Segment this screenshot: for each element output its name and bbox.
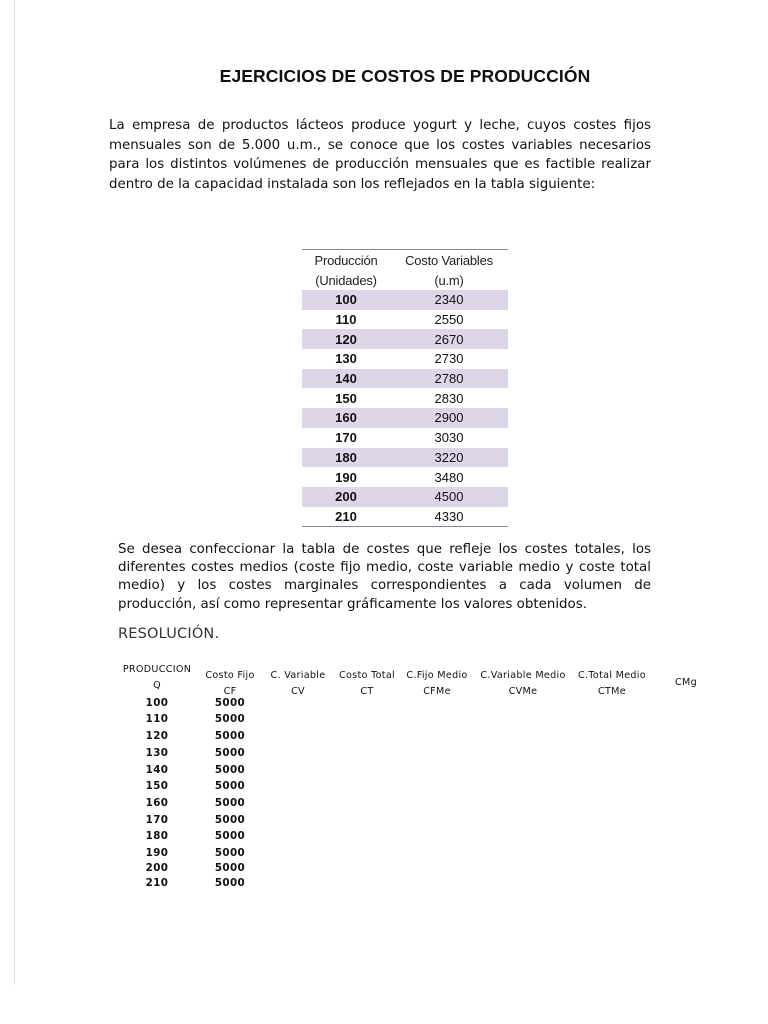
production-cell: 130 (335, 351, 357, 367)
production-cell: 150 (335, 390, 357, 406)
col-header-symbol: CTMe (598, 686, 626, 697)
table-header-row (302, 270, 508, 290)
variable-cost-cell: 2550 (434, 312, 464, 328)
fixed-cost-cell: 5000 (214, 764, 246, 776)
production-q-cell: 150 (145, 780, 169, 792)
fixed-cost-cell: 5000 (214, 847, 246, 859)
production-cell: 110 (335, 312, 357, 328)
col-header-cf (195, 668, 265, 700)
col-header-title: C. Variable (270, 670, 326, 681)
variable-cost-cell: 3480 (434, 469, 464, 485)
col-header-symbol: CV (291, 686, 305, 697)
production-cell: 100 (302, 290, 390, 310)
production-q-cell: 170 (145, 814, 169, 826)
fixed-cost-cell: 5000 (214, 877, 246, 889)
production-q-cell: 110 (145, 713, 169, 725)
variable-cost-cell: 2340 (390, 290, 508, 310)
resolution-heading: RESOLUCIÓN. (118, 626, 220, 642)
production-cell: 140 (302, 369, 390, 389)
table-row (302, 329, 508, 349)
col-header-q (117, 662, 197, 694)
table-row (302, 310, 508, 330)
col-header-title: C.Variable Medio (480, 670, 566, 681)
col-header-title: Costo Total (339, 670, 395, 681)
table-header-row (302, 250, 508, 271)
page-edge-line (14, 0, 15, 985)
variable-cost-cell: 4500 (390, 487, 508, 507)
production-cell: 200 (302, 487, 390, 507)
variable-cost-cell: 2900 (390, 408, 508, 428)
fixed-cost-cell: 5000 (214, 780, 246, 792)
production-cell: 210 (302, 507, 390, 527)
col-header-symbol: CF (223, 686, 237, 697)
variable-cost-cell: 3030 (434, 430, 464, 446)
fixed-cost-cell: 5000 (214, 713, 246, 725)
document-title: EJERCICIOS DE COSTOS DE PRODUCCIÓN (219, 66, 591, 86)
production-q-cell: 120 (145, 730, 169, 742)
production-q-cell: 200 (145, 862, 169, 874)
fixed-cost-cell: 5000 (214, 797, 246, 809)
table-row (302, 448, 508, 468)
fixed-cost-cell: 5000 (214, 814, 246, 826)
variable-cost-cell: 2780 (390, 369, 508, 389)
intro-paragraph: La empresa de productos lácteos produce yogurt y leche, cuyos costes fijos mensuales son de 5.000 u.m., se conoce que los costes variables necesarios para los distintos volúmenes de producción mensuales que es factible realizar dentro de la capacidad instalada son los reflejados en la tabla siguiente: (109, 118, 651, 192)
variable-cost-table (302, 249, 508, 527)
fixed-cost-cell: 5000 (214, 730, 246, 742)
col-header-cv (263, 668, 333, 700)
col-header-symbol: CVMe (508, 686, 538, 697)
col-header-cmg (666, 675, 706, 691)
col-header-ct (332, 668, 402, 700)
table-row (302, 467, 508, 487)
col-header-production-unit: (Unidades) (315, 272, 377, 288)
fixed-cost-cell: 5000 (214, 697, 246, 709)
fixed-cost-cell: 5000 (214, 747, 246, 759)
production-cell: 190 (335, 469, 357, 485)
production-cell: 170 (335, 430, 357, 446)
production-cell: 180 (302, 448, 390, 468)
col-header-variable-cost: Costo Variables (390, 250, 508, 271)
production-q-cell: 130 (145, 747, 169, 759)
table-row (302, 507, 508, 527)
variable-cost-cell: 2670 (390, 329, 508, 349)
col-header-title: C.Fijo Medio (406, 670, 468, 681)
production-cell: 160 (302, 408, 390, 428)
production-q-cell: 160 (145, 797, 169, 809)
table-row (302, 369, 508, 389)
variable-cost-cell: 2730 (434, 351, 464, 367)
col-header-title: CMg (675, 677, 697, 688)
request-paragraph: Se desea confeccionar la tabla de costes que refleje los costes totales, los diferentes costes medios (coste fijo medio, coste variable medio y coste total medio) y los costes marginales correspondientes a cada volumen de producción, así como representar gráficamente los valores obtenidos. (118, 542, 651, 612)
col-header-production: Producción (302, 250, 390, 271)
variable-cost-cell: 3220 (390, 448, 508, 468)
col-header-title: Costo Fijo (205, 670, 255, 681)
production-q-cell: 140 (145, 764, 169, 776)
fixed-cost-cell: 5000 (214, 830, 246, 842)
production-q-cell: 210 (145, 877, 169, 889)
production-cell: 120 (302, 329, 390, 349)
production-q-cell: 100 (145, 697, 169, 709)
col-header-title: C.Total Medio (578, 670, 646, 681)
col-header-cfme (399, 668, 475, 700)
variable-cost-cell: 4330 (390, 507, 508, 527)
col-header-title: PRODUCCION (122, 664, 192, 675)
fixed-cost-cell: 5000 (214, 862, 246, 874)
production-q-cell: 190 (145, 847, 169, 859)
table-row (302, 428, 508, 448)
col-header-symbol: CT (360, 686, 374, 697)
table-row (302, 487, 508, 507)
variable-cost-cell: 2830 (434, 390, 464, 406)
col-header-variable-cost-unit: (u.m) (434, 272, 464, 288)
table-row (302, 408, 508, 428)
col-header-symbol: Q (153, 680, 161, 691)
table-row (302, 388, 508, 408)
col-header-symbol: CFMe (423, 686, 451, 697)
production-q-cell: 180 (145, 830, 169, 842)
table-row (302, 290, 508, 310)
table-row (302, 349, 508, 369)
col-header-cvme (473, 668, 573, 700)
col-header-ctme (569, 668, 655, 700)
